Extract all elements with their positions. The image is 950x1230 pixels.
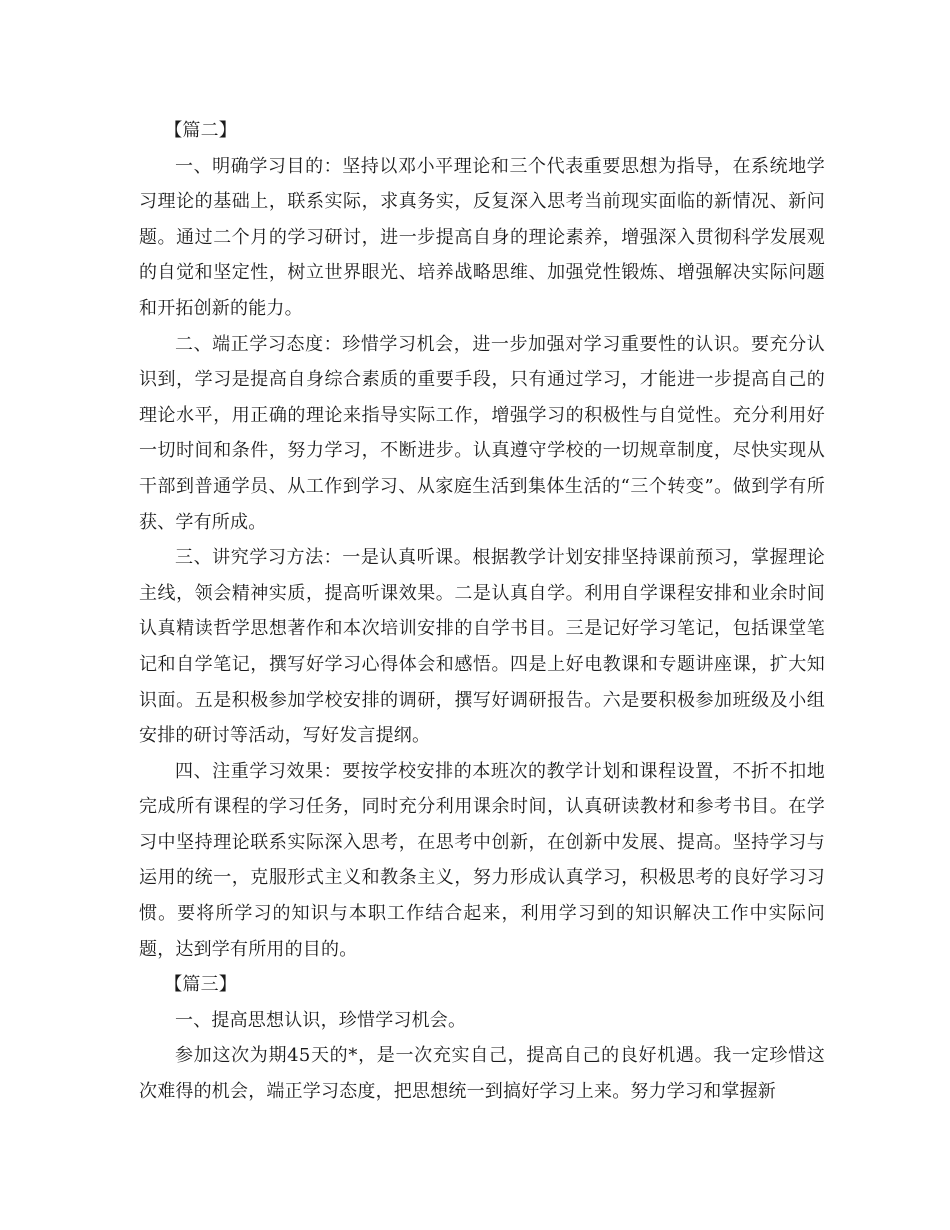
section-heading: 【篇二】	[164, 120, 237, 141]
paragraph: 二、端正学习态度：珍惜学习机会，进一步加强对学习重要性的认识。要充分认识到，学习是提高自身综合素质的重要手段，只有通过学习，才能进一步提高自己的理论水平，用正确的理论来指导实际工作，增强学习的积极性与自觉性。充分利用好一切时间和条件，努力学习，不断进步。认真遵守学校的一切规章制度，尽快实现从干部到普通学员、从工作到学习、从家庭生活到集体生活的“三个转变”。做到学有所获、学有所成。	[139, 333, 825, 533]
paragraph: 三、讲究学习方法：一是认真听课。根据教学计划安排坚持课前预习，掌握理论主线，领会精神实质，提高听课效果。二是认真自学。利用自学课程安排和业余时间认真精读哲学思想著作和本次培训安排的自学书目。三是记好学习笔记，包括课堂笔记和自学笔记，撰写好学习心得体会和感悟。四是上好电教课和专题讲座课，扩大知识面。五是积极参加学校安排的调研，撰写好调研报告。六是要积极参加班级及小组安排的研讨等活动，写好发言提纲。	[139, 547, 825, 747]
paragraph: 四、注重学习效果：要按学校安排的本班次的教学计划和课程设置，不折不扣地完成所有课程的学习任务，同时充分利用课余时间，认真研读教材和参考书目。在学习中坚持理论联系实际深入思考，在思考中创新，在创新中发展、提高。坚持学习与运用的统一，克服形式主义和教条主义，努力形成认真学习，积极思考的良好学习习惯。要将所学习的知识与本职工作结合起来，利用学习到的知识解决工作中实际问题，达到学有所用的目的。	[139, 760, 825, 960]
document-page	[139, 113, 825, 1110]
paragraph: 一、提高思想认识，珍惜学习机会。	[175, 1009, 467, 1031]
section-heading: 【篇三】	[164, 974, 237, 996]
paragraph: 一、明确学习目的：坚持以邓小平理论和三个代表重要思想为指导，在系统地学习理论的基础上，联系实际，求真务实，反复深入思考当前现实面临的新情况、新问题。通过二个月的学习研讨，进一步提高自身的理论素养，增强深入贯彻科学发展观的自觉和坚定性，树立世界眼光、培养战略思维、加强党性锻炼、增强解决实际问题和开拓创新的能力。	[139, 155, 825, 319]
paragraph: 参加这次为期45天的*，是一次充实自己，提高自己的良好机遇。我一定珍惜这次难得的机会，端正学习态度，把思想统一到搞好学习上来。努力学习和掌握新	[139, 1045, 825, 1103]
